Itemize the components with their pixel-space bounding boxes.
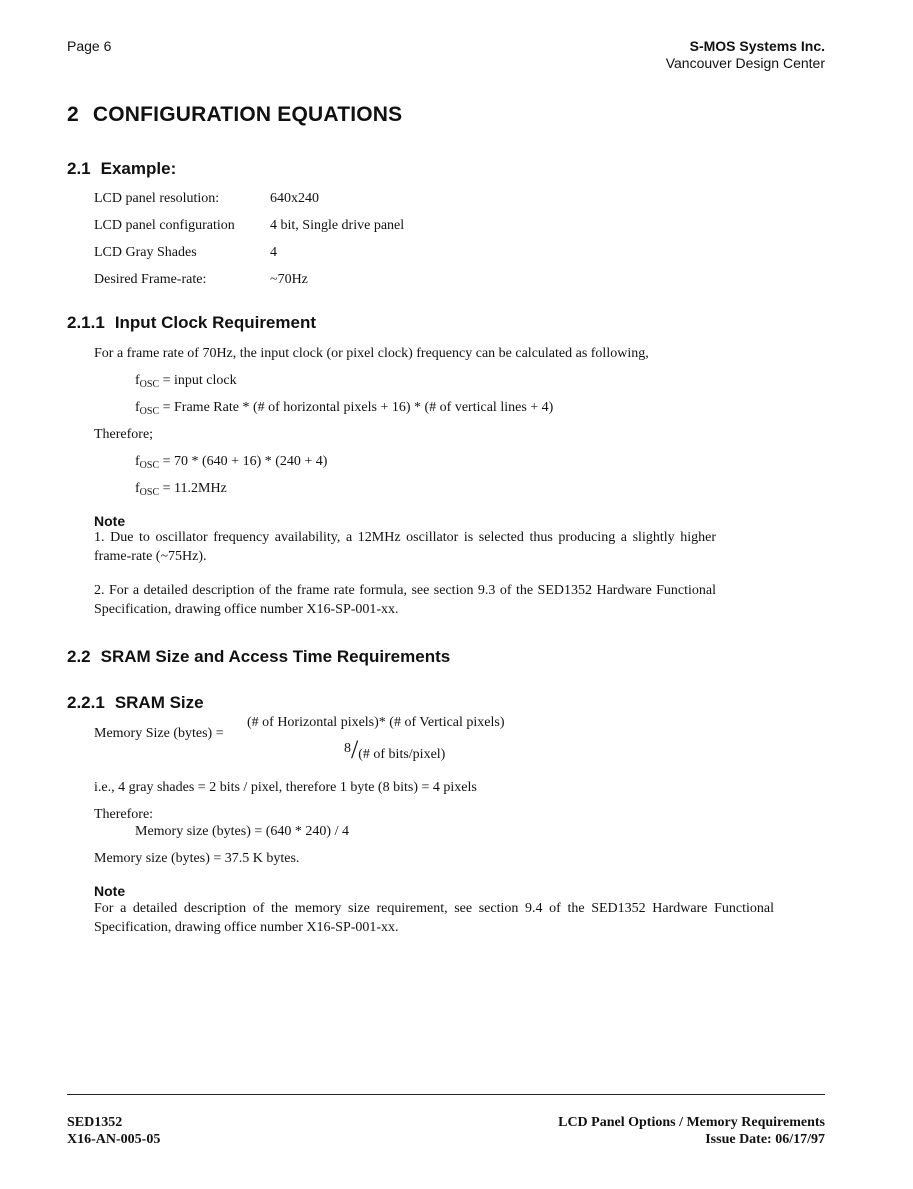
osc-subscript: OSC — [139, 460, 160, 471]
equation-fosc-formula — [135, 400, 553, 417]
f-symbol: f — [135, 481, 140, 496]
section-heading-2-1 — [67, 159, 176, 179]
section-heading-2-2 — [67, 647, 450, 667]
page-number: Page 6 — [67, 38, 112, 54]
memory-formula-denominator — [344, 735, 445, 765]
osc-subscript: OSC — [139, 379, 160, 390]
division-name: Vancouver Design Center — [665, 55, 825, 71]
section-title: CONFIGURATION EQUATIONS — [92, 103, 403, 126]
note-title: Note — [94, 513, 126, 529]
osc-subscript: OSC — [139, 406, 160, 417]
section-heading-2 — [67, 103, 402, 127]
memory-note-paragraph: For a detailed description of the memory size requirement, see section 9.4 of the SED1352 Hardware Functional Specification, drawing office number X16-SP-001-xx. — [94, 901, 774, 935]
header-company-block — [666, 38, 825, 72]
equation-fosc-substituted — [135, 454, 327, 471]
equation-rhs: = input clock — [162, 373, 237, 388]
section-title: Input Clock Requirement — [114, 313, 316, 332]
f-symbol: f — [135, 454, 140, 469]
section-number: 2.2 — [67, 647, 91, 666]
equation-rhs: = 11.2MHz — [162, 481, 227, 496]
footer-divider — [67, 1094, 825, 1095]
section-heading-2-2-1 — [67, 693, 204, 713]
note-title: Note — [94, 883, 126, 899]
spec-value: 4 bit, Single drive panel — [270, 218, 405, 233]
section-number: 2 — [67, 103, 79, 126]
spec-value: ~70Hz — [270, 272, 308, 287]
f-symbol: f — [135, 373, 140, 388]
footer-issue-date: Issue Date: 06/17/97 — [705, 1132, 825, 1147]
spec-label: LCD panel configuration — [94, 218, 235, 233]
section-title: SRAM Size — [114, 693, 204, 712]
gray-shades-explanation: i.e., 4 gray shades = 2 bits / pixel, therefore 1 byte (8 bits) = 4 pixels — [94, 780, 477, 795]
therefore-label: Therefore: — [94, 807, 154, 822]
section-title: Example: — [100, 159, 177, 178]
company-name: S-MOS Systems Inc. — [689, 38, 825, 54]
spec-value: 640x240 — [270, 191, 319, 206]
f-symbol: f — [135, 400, 140, 415]
denominator-eight: 8 — [344, 741, 351, 756]
clock-intro: For a frame rate of 70Hz, the input clock (or pixel clock) frequency can be calculated as following, — [94, 346, 649, 361]
footer-doc-number: X16-AN-005-05 — [67, 1132, 161, 1147]
memory-formula-numerator: (# of Horizontal pixels)* (# of Vertical pixels) — [247, 715, 505, 730]
note-paragraph-2: 2. For a detailed description of the frame rate formula, see section 9.3 of the SED1352 Hardware Functional Specification, drawing office number X16-SP-001-xx. — [94, 583, 716, 617]
equation-fosc-definition — [135, 373, 237, 390]
denominator-bits: (# of bits/pixel) — [358, 747, 446, 762]
equation-rhs: = 70 * (640 + 16) * (240 + 4) — [162, 454, 328, 469]
spec-label: LCD panel resolution: — [94, 191, 220, 206]
footer-doc-block — [67, 1114, 160, 1148]
fraction-slash: / — [351, 735, 359, 764]
spec-label: LCD Gray Shades — [94, 245, 197, 260]
therefore-label: Therefore; — [94, 427, 154, 442]
spec-value: 4 — [270, 245, 277, 260]
footer-title-block — [558, 1114, 825, 1148]
section-number: 2.1.1 — [67, 313, 105, 332]
section-heading-2-1-1 — [67, 313, 316, 333]
section-number: 2.2.1 — [67, 693, 105, 712]
section-title: SRAM Size and Access Time Requirements — [100, 647, 451, 666]
note-paragraph-1: 1. Due to oscillator frequency availability, a 12MHz oscillator is selected thus producing a slightly higher frame-rate (~75Hz). — [94, 530, 716, 564]
memory-size-calculation: Memory size (bytes) = (640 * 240) / 4 — [135, 824, 349, 839]
section-number: 2.1 — [67, 159, 91, 178]
footer-doc-name: SED1352 — [67, 1115, 123, 1130]
memory-size-label: Memory Size (bytes) = — [94, 726, 224, 741]
osc-subscript: OSC — [139, 487, 160, 498]
spec-label: Desired Frame-rate: — [94, 272, 207, 287]
memory-size-result: Memory size (bytes) = 37.5 K bytes. — [94, 851, 300, 866]
equation-fosc-result — [135, 481, 227, 498]
equation-rhs: = Frame Rate * (# of horizontal pixels + 16) * (# of vertical lines + 4) — [162, 400, 554, 415]
footer-doc-title: LCD Panel Options / Memory Requirements — [558, 1115, 825, 1130]
